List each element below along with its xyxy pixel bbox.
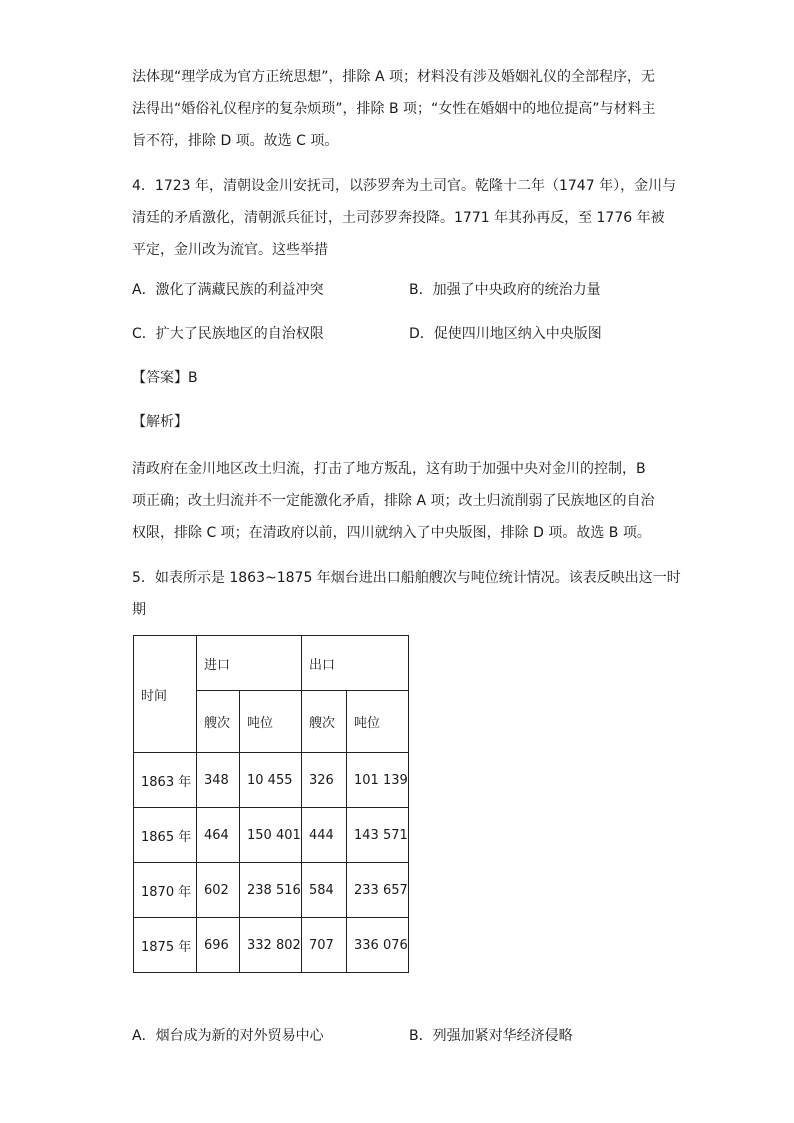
question-4-option-a: A．激化了满藏民族的利益冲突 xyxy=(132,282,324,298)
table-cell-import-count: 696 xyxy=(197,918,240,973)
table-header-export-tonnage: 吨位 xyxy=(347,691,409,753)
table-cell-import-count: 464 xyxy=(197,808,240,863)
table-cell-import-tonnage: 150 401 xyxy=(240,808,302,863)
table-row xyxy=(134,863,409,918)
text-line: 权限，排除 C 项；在清政府以前，四川就纳入了中央版图，排除 D 项。故选 B 项。 xyxy=(132,525,651,541)
table-cell-import-count: 348 xyxy=(197,753,240,808)
question-4-answer: 【答案】B xyxy=(132,370,198,386)
text-line: 项正确；改土归流并不一定能激化矛盾，排除 A 项；改土归流削弱了民族地区的自治 xyxy=(132,493,655,509)
text-line: 5．如表所示是 1863~1875 年烟台进出口船舶艘次与吨位统计情况。该表反映出这一时 xyxy=(132,570,681,586)
table-cell-export-count: 707 xyxy=(302,918,347,973)
table-row xyxy=(134,753,409,808)
table-row xyxy=(134,918,409,973)
question-4-stem xyxy=(132,170,677,266)
table-cell-export-count: 584 xyxy=(302,863,347,918)
question-4-analysis xyxy=(132,453,662,549)
table-row xyxy=(134,808,409,863)
table-cell-export-tonnage: 101 139 xyxy=(347,753,409,808)
table-header-time: 时间 xyxy=(134,636,197,753)
question-4-option-b: B．加强了中央政府的统治力量 xyxy=(409,282,601,298)
text-line: 4．1723 年，清朝设金川安抚司，以莎罗奔为土司官。乾隆十二年（1747 年），金川与 xyxy=(132,178,677,194)
table-cell-year: 1870 年 xyxy=(134,863,197,918)
table-header-import: 进口 xyxy=(197,636,302,691)
table-cell-year: 1875 年 xyxy=(134,918,197,973)
question-5-option-b: B．列强加紧对华经济侵略 xyxy=(409,1028,573,1044)
question-5-option-a: A．烟台成为新的对外贸易中心 xyxy=(132,1028,324,1044)
text-line: 清廷的矛盾激化，清朝派兵征讨，土司莎罗奔投降。1771 年其孙再反，至 1776 年被 xyxy=(132,210,665,226)
text-line: 旨不符，排除 D 项。故选 C 项。 xyxy=(132,133,339,149)
table-cell-year: 1863 年 xyxy=(134,753,197,808)
table-cell-export-count: 444 xyxy=(302,808,347,863)
table-cell-import-tonnage: 10 455 xyxy=(240,753,302,808)
table-cell-export-count: 326 xyxy=(302,753,347,808)
shipping-statistics-table xyxy=(133,635,409,973)
text-line: 法得出“婚俗礼仪程序的复杂烦琐”，排除 B 项；“女性在婚姻中的地位提高”与材料主 xyxy=(132,101,656,117)
table-cell-import-tonnage: 332 802 xyxy=(240,918,302,973)
text-line: 平定，金川改为流官。这些举措 xyxy=(132,242,328,258)
table-header-import-count: 艘次 xyxy=(197,691,240,753)
question-4-option-c: C．扩大了民族地区的自治权限 xyxy=(132,326,324,342)
text-line: 期 xyxy=(132,602,146,618)
previous-analysis xyxy=(132,61,662,157)
table-cell-export-tonnage: 336 076 xyxy=(347,918,409,973)
text-line: 法体现“理学成为官方正统思想”，排除 A 项；材料没有涉及婚姻礼仪的全部程序，无 xyxy=(132,69,655,85)
table-cell-export-tonnage: 233 657 xyxy=(347,863,409,918)
table-cell-year: 1865 年 xyxy=(134,808,197,863)
text-line: 清政府在金川地区改土归流，打击了地方叛乱，这有助于加强中央对金川的控制，B xyxy=(132,461,646,477)
table-cell-import-tonnage: 238 516 xyxy=(240,863,302,918)
table-header-export-count: 艘次 xyxy=(302,691,347,753)
question-4-analysis-label: 【解析】 xyxy=(132,414,188,430)
table-header-export: 出口 xyxy=(302,636,409,691)
table-cell-export-tonnage: 143 571 xyxy=(347,808,409,863)
question-5-stem xyxy=(132,562,681,626)
table-cell-import-count: 602 xyxy=(197,863,240,918)
table-header-import-tonnage: 吨位 xyxy=(240,691,302,753)
question-4-option-d: D．促使四川地区纳入中央版图 xyxy=(409,326,602,342)
